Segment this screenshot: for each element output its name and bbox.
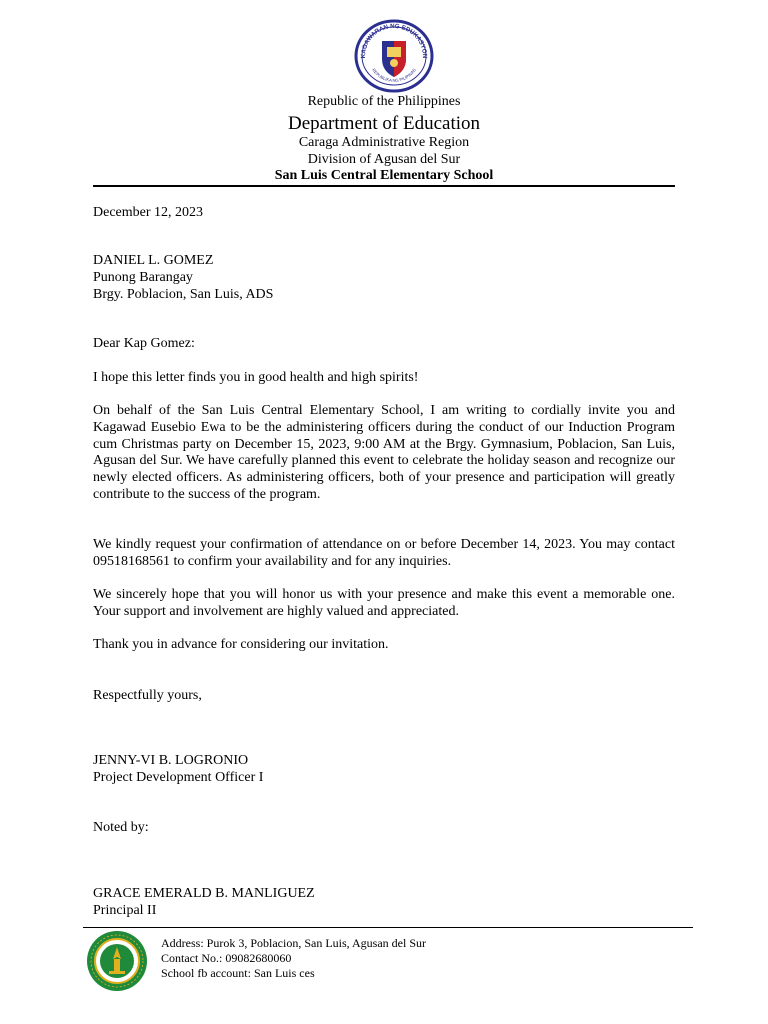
- header-region: Caraga Administrative Region: [298, 135, 470, 150]
- header-department: Department of Education: [287, 113, 481, 134]
- footer-contact-block: [161, 936, 426, 981]
- paragraph-hope: We sincerely hope that you will honor us with your presence and make this event a memorable one. Your support and involvement are highly valued and appreciated.: [93, 587, 675, 619]
- header-division: Division of Agusan del Sur: [307, 152, 461, 167]
- header-divider: [93, 185, 675, 187]
- footer-divider: [83, 927, 693, 928]
- footer-address: Address: Purok 3, Poblacion, San Luis, Agusan del Sur: [161, 936, 426, 950]
- school-logo-icon: [86, 930, 148, 992]
- deped-seal-icon: [352, 19, 436, 93]
- signatory-name: JENNY-VI B. LOGRONIO: [93, 753, 249, 768]
- seal-text-top: KAGAWARAN NG EDUKASYON: [359, 22, 429, 59]
- letter-date: December 12, 2023: [93, 205, 204, 220]
- footer-contact: Contact No.: 09082680060: [161, 951, 292, 965]
- paragraph-greeting: I hope this letter finds you in good health and high spirits!: [93, 370, 419, 385]
- signatory-title: Project Development Officer I: [93, 770, 264, 785]
- recipient-name: DANIEL L. GOMEZ: [93, 253, 214, 268]
- header-republic: Republic of the Philippines: [307, 94, 461, 109]
- footer-fb: School fb account: San Luis ces: [161, 966, 315, 980]
- noted-title: Principal II: [93, 903, 157, 918]
- header-school: San Luis Central Elementary School: [274, 168, 494, 183]
- seal-text-bottom: REPUBLIKA NG PILIPINAS: [371, 67, 417, 83]
- recipient-address: Brgy. Poblacion, San Luis, ADS: [93, 287, 274, 302]
- salutation: Dear Kap Gomez:: [93, 336, 195, 351]
- paragraph-thanks: Thank you in advance for considering our invitation.: [93, 637, 389, 652]
- closing: Respectfully yours,: [93, 688, 202, 703]
- paragraph-invitation: On behalf of the San Luis Central Elementary School, I am writing to cordially invite you and Kagawad Eusebio Ewa to be the administering officers during the conduct of our Induction Program cum Christmas party on December 15, 2023, 9:00 AM at the Brgy. Gymnasium, Poblacion, San Luis, Agusan del Sur. We have carefully planned this event to celebrate the holiday season and recognize our newly elected officers. As administering officers, both of your presence and participation will greatly contribute to the success of the program.: [93, 403, 675, 502]
- noted-label: Noted by:: [93, 820, 149, 835]
- noted-name: GRACE EMERALD B. MANLIGUEZ: [93, 886, 315, 901]
- recipient-position: Punong Barangay: [93, 270, 193, 285]
- paragraph-confirmation: We kindly request your confirmation of attendance on or before December 14, 2023. You may contact 09518168561 to confirm your availability and for any inquiries.: [93, 537, 675, 569]
